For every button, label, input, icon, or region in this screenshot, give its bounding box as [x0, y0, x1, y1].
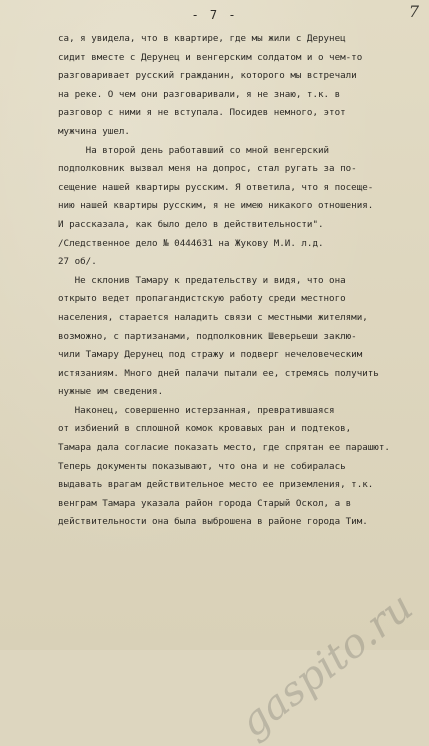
- text-line: на реке. О чем они разговаривали, я не знаю, т.к. в: [58, 88, 341, 100]
- text-line: 27 об/.: [58, 256, 97, 268]
- text-line: нужные им сведения.: [58, 386, 164, 398]
- text-line: открыто ведет пропагандистскую работу среди местного: [58, 293, 346, 305]
- text-line: венграм Тамара указала район города Старый Оскол, а в: [58, 497, 352, 509]
- text-line: чили Тамару Дерунец под стражу и подверг нечеловеческим: [58, 349, 363, 361]
- text-line: населения, старается наладить связи с местными жителями,: [58, 311, 368, 323]
- text-line: выдавать врагам действительное место ее приземления, т.к.: [58, 479, 374, 491]
- text-line: сидит вместе с Дерунец и венгерским солдатом и о чем-то: [58, 51, 363, 63]
- page-number: - 7 -: [191, 8, 238, 22]
- watermark: gaspito.ru: [230, 583, 421, 746]
- text-line: И рассказала, как было дело в действительности".: [58, 218, 324, 230]
- text-line: сещение нашей квартиры русским. Я ответила, что я посеще-: [58, 181, 374, 193]
- text-line: Тамара дала согласие показать место, где спрятан ее парашют.: [58, 442, 390, 454]
- text-line: Наконец, совершенно истерзанная, превратившаяся: [58, 404, 335, 416]
- text-line: действительности она была выброшена в районе города Тим.: [58, 516, 368, 528]
- text-line: мужчина ушел.: [58, 125, 130, 137]
- text-line: нию нашей квартиры русским, я не имею никакого отношения.: [58, 200, 374, 212]
- text-line: Теперь документы показывают, что она и не собиралась: [58, 460, 346, 472]
- text-line: подполковник вызвал меня на допрос, стал ругать за по-: [58, 163, 357, 175]
- text-line: са, я увидела, что в квартире, где мы жили с Дерунец: [58, 33, 346, 44]
- document-body: [58, 30, 413, 532]
- text-line: возможно, с партизанами, подполковник Шеверьеши заклю-: [58, 330, 357, 342]
- text-line: На второй день работавший со мной венгерский: [58, 144, 330, 156]
- text-line: разговаривает русский гражданин, которого мы встречали: [58, 70, 357, 82]
- text-line: разговор с ними я не вступала. Посидев немного, этот: [58, 107, 346, 119]
- text-line: Не склонив Тамару к предательству и видя, что она: [58, 274, 346, 286]
- text-line: от избиений в сплошной комок кровавых ран и подтеков,: [58, 423, 352, 435]
- handwritten-page-number: 7: [408, 2, 419, 21]
- text-line: /Следственное дело № 0444631 на Жукову М.И. л.д.: [58, 237, 324, 249]
- text-line: истязаниям. Много дней палачи пытали ее, стремясь получить: [58, 367, 379, 379]
